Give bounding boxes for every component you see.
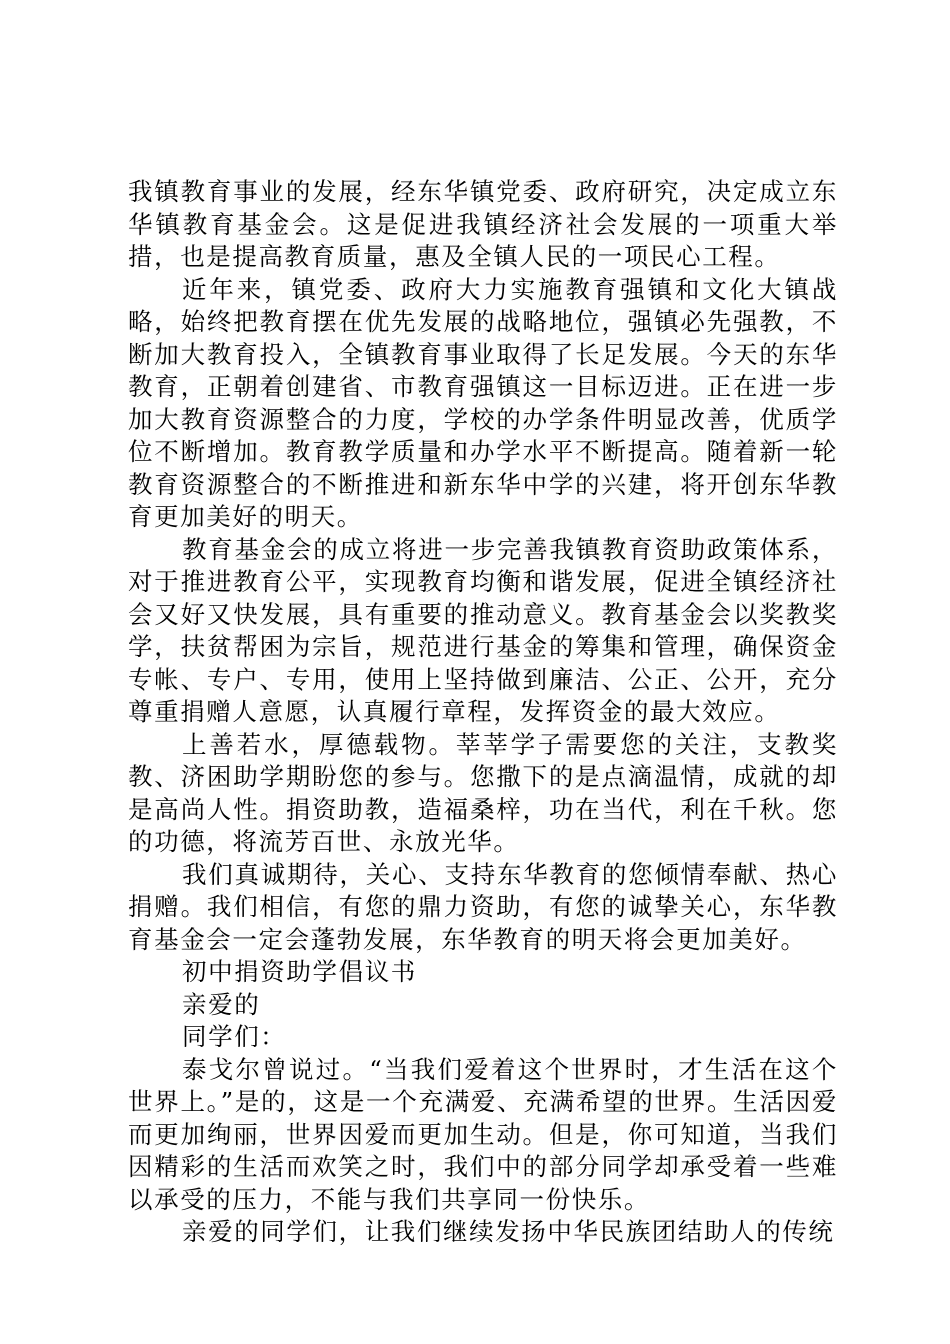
paragraph-sincere-expectation: 我们真诚期待，关心、支持东华教育的您倾情奉献、热心捐赠。我们相信，有您的鼎力资助，有您的诚挚关心，东华教育基金会一定会蓬勃发展，东华教育的明天将会更加美好。 — [128, 859, 838, 954]
paragraph-call-to-donate: 上善若水，厚德载物。莘莘学子需要您的关注，支教奖教、济困助学期盼您的参与。您撒下的是点滴温情，成就的却是高尚人性。捐资助教，造福桑梓，功在当代，利在千秋。您的功德，将流芳百世、永放光华。 — [128, 729, 838, 856]
paragraph-closing-appeal: 亲爱的同学们，让我们继续发扬中华民族团结助人的传统 — [182, 1217, 835, 1246]
paragraph-recent-years: 近年来，镇党委、政府大力实施教育强镇和文化大镇战略，始终把教育摆在优先发展的战略地位，强镇必先强教，不断加大教育投入，全镇教育事业取得了长足发展。今天的东华教育，正朝着创建省、市教育强镇这一目标迈进。正在进一步加大教育资源整合的力度，学校的办学条件明显改善，优质学位不断增加。教育教学质量和办学水平不断提高。随着新一轮教育资源整合的不断推进和新东华中学的兴建，将开创东华教育更加美好的明天。 — [128, 274, 838, 531]
paragraph-tagore-quote: 泰戈尔曾说过。“当我们爱着这个世界时，才生活在这个世界上。”是的，这是一个充满爱、充满希望的世界。生活因爱而更加绚丽，世界因爱而更加生动。但是，你可知道，当我们因精彩的生活而欢笑之时，我们中的部分同学却承受着一些难以承受的压力，不能与我们共享同一份快乐。 — [128, 1054, 838, 1214]
section-title: 初中捐资助学倡议书 — [182, 957, 417, 986]
salutation-line-1: 亲爱的 — [182, 989, 261, 1019]
paragraph-education-foundation-intro: 我镇教育事业的发展，经东华镇党委、政府研究，决定成立东华镇教育基金会。这是促进我镇经济社会发展的一项重大举措，也是提高教育质量，惠及全镇人民的一项民心工程。 — [128, 177, 838, 271]
document-body — [128, 176, 838, 1249]
salutation-line-2: 同学们： — [182, 1022, 287, 1051]
paragraph-foundation-purpose: 教育基金会的成立将进一步完善我镇教育资助政策体系，对于推进教育公平，实现教育均衡和谐发展，促进全镇经济社会又好又快发展，具有重要的推动意义。教育基金会以奖教奖学，扶贫帮困为宗旨，规范进行基金的筹集和管理，确保资金专帐、专户、专用，使用上坚持做到廉洁、公正、公开，充分尊重捐赠人意愿，认真履行章程，发挥资金的最大效应。 — [128, 534, 838, 726]
